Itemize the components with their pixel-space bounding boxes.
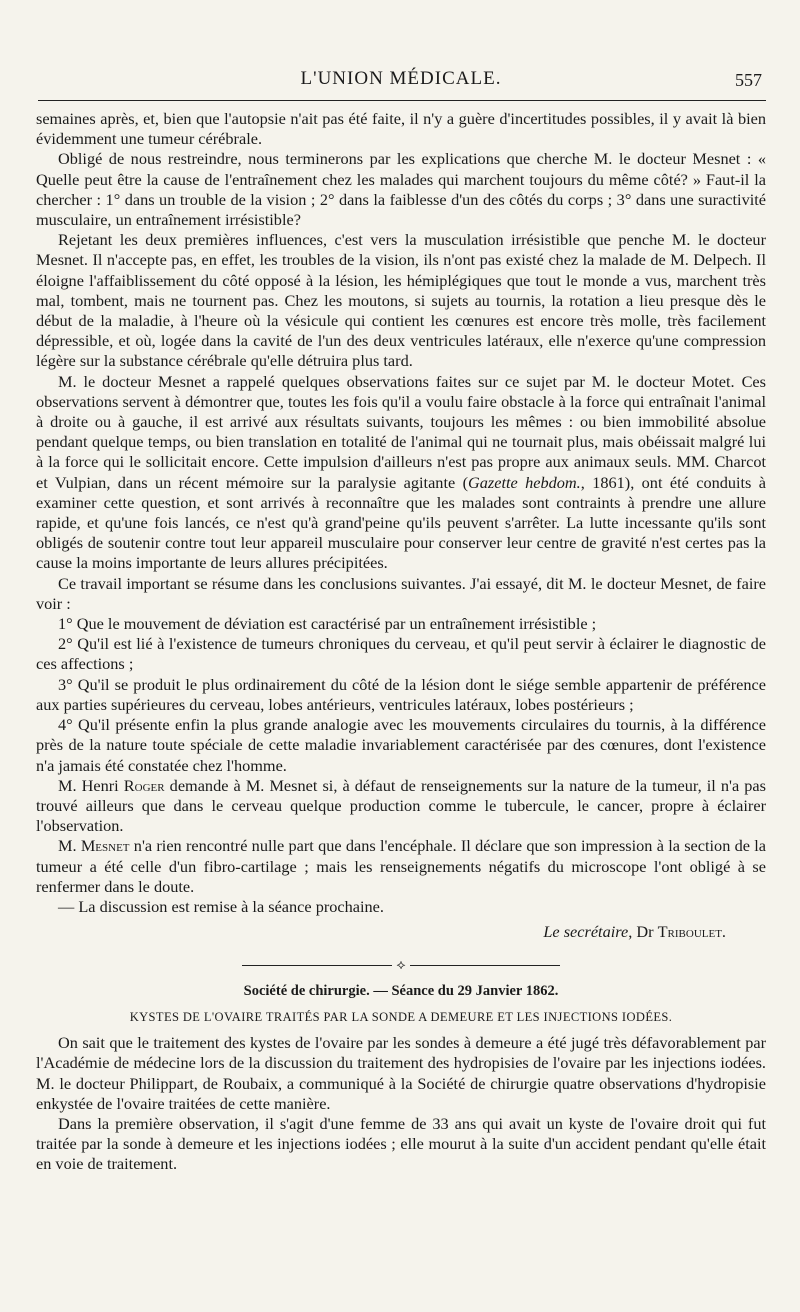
signature-title: , Dr [628,922,658,942]
ornament-line [242,965,392,966]
page-number: 557 [735,70,762,90]
article-body [36,109,766,1175]
speaker-name: Roger [123,775,165,795]
paragraph-text: , 1861), ont été conduits à examiner cette question, et sont arrivés à reconnaître que les malades sont contraints à prendre une allure rapide, et qu'une fois lancés, ce n'est qu'à grand'peine qu'ils peuvent s'arrêter. La lutte incessante qu'ils sont obligés de soutenir contre tout leur appareil musculaire pour conserver leur centre de gravité n'est certes pas la cause la moins importante de leurs allures précipitées. [36,472,767,573]
signature [36,921,726,943]
paragraph-text: M. Henri [58,775,124,795]
paragraph-mesnet-reply [36,836,766,897]
conclusion-item-2: 2° Qu'il est lié à l'existence de tumeurs chroniques du cerveau, et qu'il peut servir à éclairer le diagnostic de ces affections ; [36,634,766,674]
paragraph-causes: Obligé de nous restreindre, nous terminerons par les explications que cherche M. le docteur Mesnet : « Quelle peut être la cause de l'entraînement chez les malades qui marchent toujours du même côté? » Faut-il la chercher : 1° dans un trouble de la vision ; 2° dans la faiblesse d'un des côtés du corps ; 3° dans une suractivité musculaire, un entraînement irrésistible? [36,149,766,230]
page-header [36,58,766,100]
paragraph-continuation: semaines après, et, bien que l'autopsie n'ait pas été faite, il n'y a guère d'incertitudes possibles, il y avait là bien évidemment une tumeur cérébrale. [36,109,766,149]
running-title: L'UNION MÉDICALE. [300,68,502,89]
paragraph-ovary-intro: On sait que le traitement des kystes de l'ovaire par les sondes à demeure a été jugé très défavorablement par l'Académie de médecine lors de la discussion du traitement des hydropisies de l'ovaire par les injections iodées. M. le docteur Philippart, de Roubaix, a communiqué à la Société de chirurgie quatre observations d'hydropisie enkystée de l'ovaire traitées de cette manière. [36,1033,766,1113]
ornament-line [410,965,560,966]
conclusion-item-1: 1° Que le mouvement de déviation est caractérisé par un entraînement irrésistible ; [58,614,597,634]
paragraph-motet [36,372,766,574]
paragraph-rejection: Rejetant les deux premières influences, c'est vers la musculation irrésistible que penche M. le docteur Mesnet. Il n'accepte pas, en effet, les troubles de la vision, ils n'ont pas existé chez la malade de M. Delpech. Il éloigne l'affaiblissement du côté opposé à la lésion, les hémiplégiques que tout le monde a vus, marchent très mal, tombent, mais ne tournent pas. Chez les moutons, si sujets au tournis, la rotation a lieu presque dès le début de la maladie, à l'heure où la vésicule qui contient les cœnures est encore très molle, très facilement dépressible, et où, logée dans la cavité de l'un des deux ventricules latéraux, elle n'exerce qu'une compression légère sur la substance cérébrale qu'elle détruira plus tard. [36,230,766,371]
paragraph-roger [36,776,766,837]
header-rule [38,100,766,101]
section-title: KYSTES DE L'OVAIRE TRAITÉS PAR LA SONDE A DEMEURE ET LES INJECTIONS IODÉES. [129,1010,673,1025]
conclusion-item-3: 3° Qu'il se produit le plus ordinairement du côté de la lésion dont le siége semble appartenir de préférence aux parties supérieures du cerveau, lobes antérieurs, ventricules latéraux, lobes postérieurs ; [36,674,766,714]
signature-role: Le secrétaire [543,922,629,942]
ornament-glyph: ⟡ [396,957,406,974]
citation-italic: Gazette hebdom. [468,472,581,492]
paragraph-conclusions-intro: Ce travail important se résume dans les conclusions suivantes. J'ai essayé, dit M. le docteur Mesnet, de faire voir : [36,573,766,613]
session-heading: Société de chirurgie. — Séance du 29 Janvier 1862. [243,983,559,1000]
speaker-name: Mesnet [80,836,130,856]
section-ornament [36,957,766,973]
discussion-line: — La discussion est remise à la séance prochaine. [58,896,384,916]
conclusion-item-4: 4° Qu'il présente enfin la plus grande analogie avec les mouvements circulaires du tournis, à la différence près de la nature toute spéciale de cette maladie invariablement caractérisée par des cœnures, dont l'existence n'a jamais été constatée chez l'homme. [36,715,766,775]
paragraph-text: M. [58,836,81,856]
paragraph-first-observation: Dans la première observation, il s'agit d'une femme de 33 ans qui avait un kyste de l'ovaire droit qui fut traitée par la sonde à demeure et les injections iodées ; elle mourut à la suite d'un accident pendant qu'elle était en voie de traitement. [36,1113,766,1174]
signature-name: Triboulet. [657,922,726,942]
paragraph-text: n'a rien rencontré nulle part que dans l'encéphale. Il déclare que son impression à la section de la tumeur a été celle d'un fibro-cartilage ; mais les renseignements négatifs du microscope l'ont obligé à se renfermer dans le doute. [36,836,766,896]
paragraph-text: demande à M. Mesnet si, à défaut de renseignements sur la nature de la tumeur, il n'a pas trouvé ailleurs que dans le cerveau quelque production comme le tubercule, le cancer, propre à éclairer l'observation. [36,775,766,836]
paragraph-text: M. le docteur Mesnet a rappelé quelques observations faites sur ce sujet par M. le docteur Motet. Ces observations servent à démontrer que, toutes les fois qu'il a voulu faire obstacle à la force qui entraînait l'animal à droite ou à gauche, il est arrivé aux résultats suivants, toujours les mêmes : ou bien immobilité absolue pendant quelque temps, ou bien translation en totalité de l'animal qui ne tournait plus, mais obéissait malgré lui à la force qui le sollicitait encore. Cette impulsion d'ailleurs n'est pas propre aux animaux seuls. MM. Charcot et Vulpian, dans un récent mémoire sur la paralysie agitante ( [36,371,766,492]
